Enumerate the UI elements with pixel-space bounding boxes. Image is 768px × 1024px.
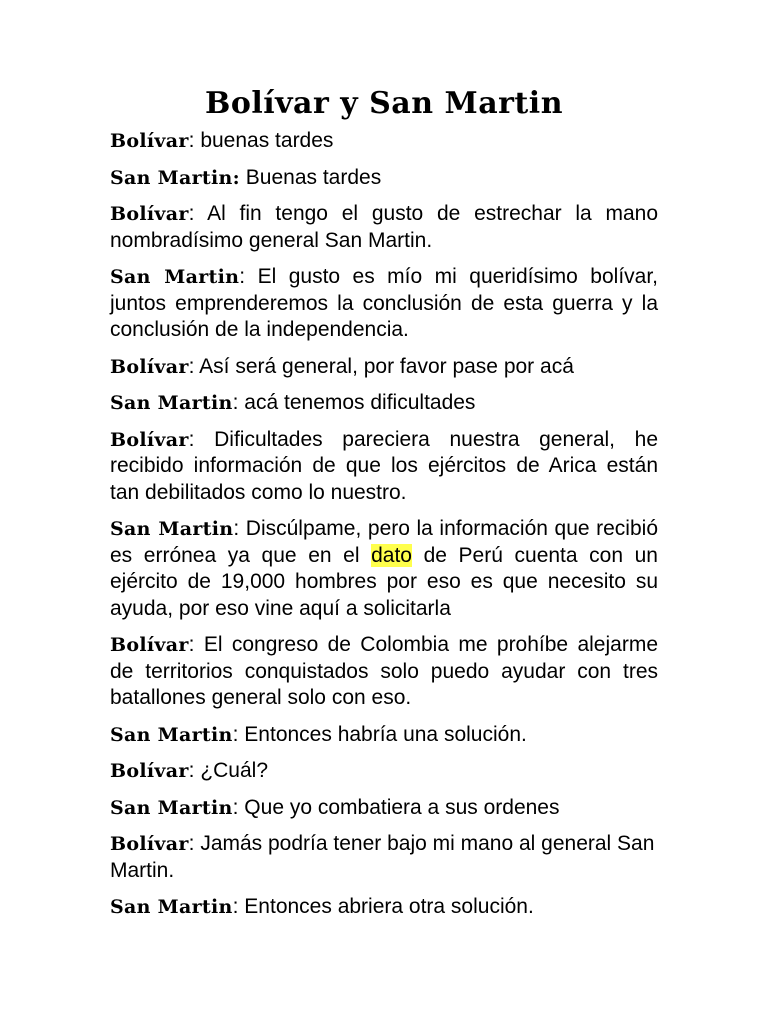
dialogue-line: Bolívar: El congreso de Colombia me prohíbe alejarme de territorios conquistados solo puedo ayudar con tres batallones general solo con eso. [110,633,658,709]
line-text: Discúlpame, pero la información que recibió es errónea ya que en el [110,517,658,567]
dialogue-body [110,128,658,931]
line-text: Que yo combatiera a sus ordenes [238,795,560,819]
speaker-name: Bolívar [110,428,189,451]
line-text: Dificultades pareciera nuestra general, he recibido información de que los ejércitos de Arica están tan debilitados como lo nuestro. [110,427,658,504]
dialogue-line: San Martin: Que yo combatiera a sus ordenes [110,795,560,819]
line-text: ¿Cuál? [194,759,269,782]
speaker-name: Bolívar [110,634,189,656]
dialogue-line: Bolívar: Al fin tengo el gusto de estrechar la mano nombradísimo general San Martin. [110,202,658,252]
speaker-name: San Martin [110,723,233,746]
speaker-name: Bolívar [110,760,189,782]
dialogue-line: San Martin: acá tenemos dificultades [110,391,476,414]
speaker-name: San Martin [110,392,233,414]
speaker-name: San Martin: [110,166,240,189]
dialogue-line: San Martin: Discúlpame, pero la información que recibió es errónea ya que en el dato de Perú cuenta con un ejército de 19,000 hombres por eso es que necesito su ayuda, por eso vine aquí a solicitarla [110,517,658,620]
speaker-name: Bolívar [110,203,189,225]
document-title: Bolívar y San Martin [204,86,564,121]
line-text: Así será general, por favor pase por acá [194,354,574,378]
line-text: acá tenemos dificultades [238,391,476,414]
line-text: Jamás podría tener bajo mi mano al general San Martin. [110,832,655,882]
line-text: Entonces abriera otra solución. [238,895,534,918]
dialogue-line: Bolívar: Dificultades pareciera nuestra general, he recibido información de que los ejércitos de Arica están tan debilitados como lo nuestro. [110,427,658,504]
line-text: Buenas tardes [239,165,382,189]
dialogue-line: Bolívar: Jamás podría tener bajo mi mano al general San Martin. [110,832,655,882]
dialogue-line: San Martin: Entonces abriera otra solución. [110,895,534,918]
highlighted-word: dato [371,543,412,567]
line-text: El congreso de Colombia me prohíbe alejarme de territorios conquistados solo puedo ayudar con tres batallones general solo con eso. [110,633,658,709]
speaker-name: Bolívar [110,355,189,378]
speaker-name: San Martin [110,518,234,540]
speaker-name: San Martin [110,266,240,288]
speaker-name: Bolívar [110,130,189,152]
line-text: buenas tardes [194,129,334,152]
dialogue-line: Bolívar: buenas tardes [110,129,334,152]
line-text: Entonces habría una solución. [238,722,527,746]
line-text: de Perú cuenta con un ejército de 19,000 hombres por eso es que necesito su ayuda, por eso vine aquí a solicitarla [110,543,658,620]
line-text: El gusto es mío mi queridísimo bolívar, juntos emprenderemos la conclusión de esta guerra y la conclusión de la independencia. [110,265,658,341]
line-text: Al fin tengo el gusto de estrechar la mano nombradísimo general San Martin. [110,202,658,252]
dialogue-line [110,165,658,192]
dialogue-line: Bolívar: Así será general, por favor pase por acá [110,354,574,378]
dialogue-line: San Martin: El gusto es mío mi queridísimo bolívar, juntos emprenderemos la conclusión de esta guerra y la conclusión de la independencia. [110,265,658,341]
speaker-name: Bolívar [110,833,189,855]
speaker-name: San Martin [110,796,233,819]
speaker-name: San Martin [110,896,233,918]
dialogue-line: San Martin: Entonces habría una solución. [110,722,527,746]
dialogue-line: Bolívar: ¿Cuál? [110,759,269,782]
